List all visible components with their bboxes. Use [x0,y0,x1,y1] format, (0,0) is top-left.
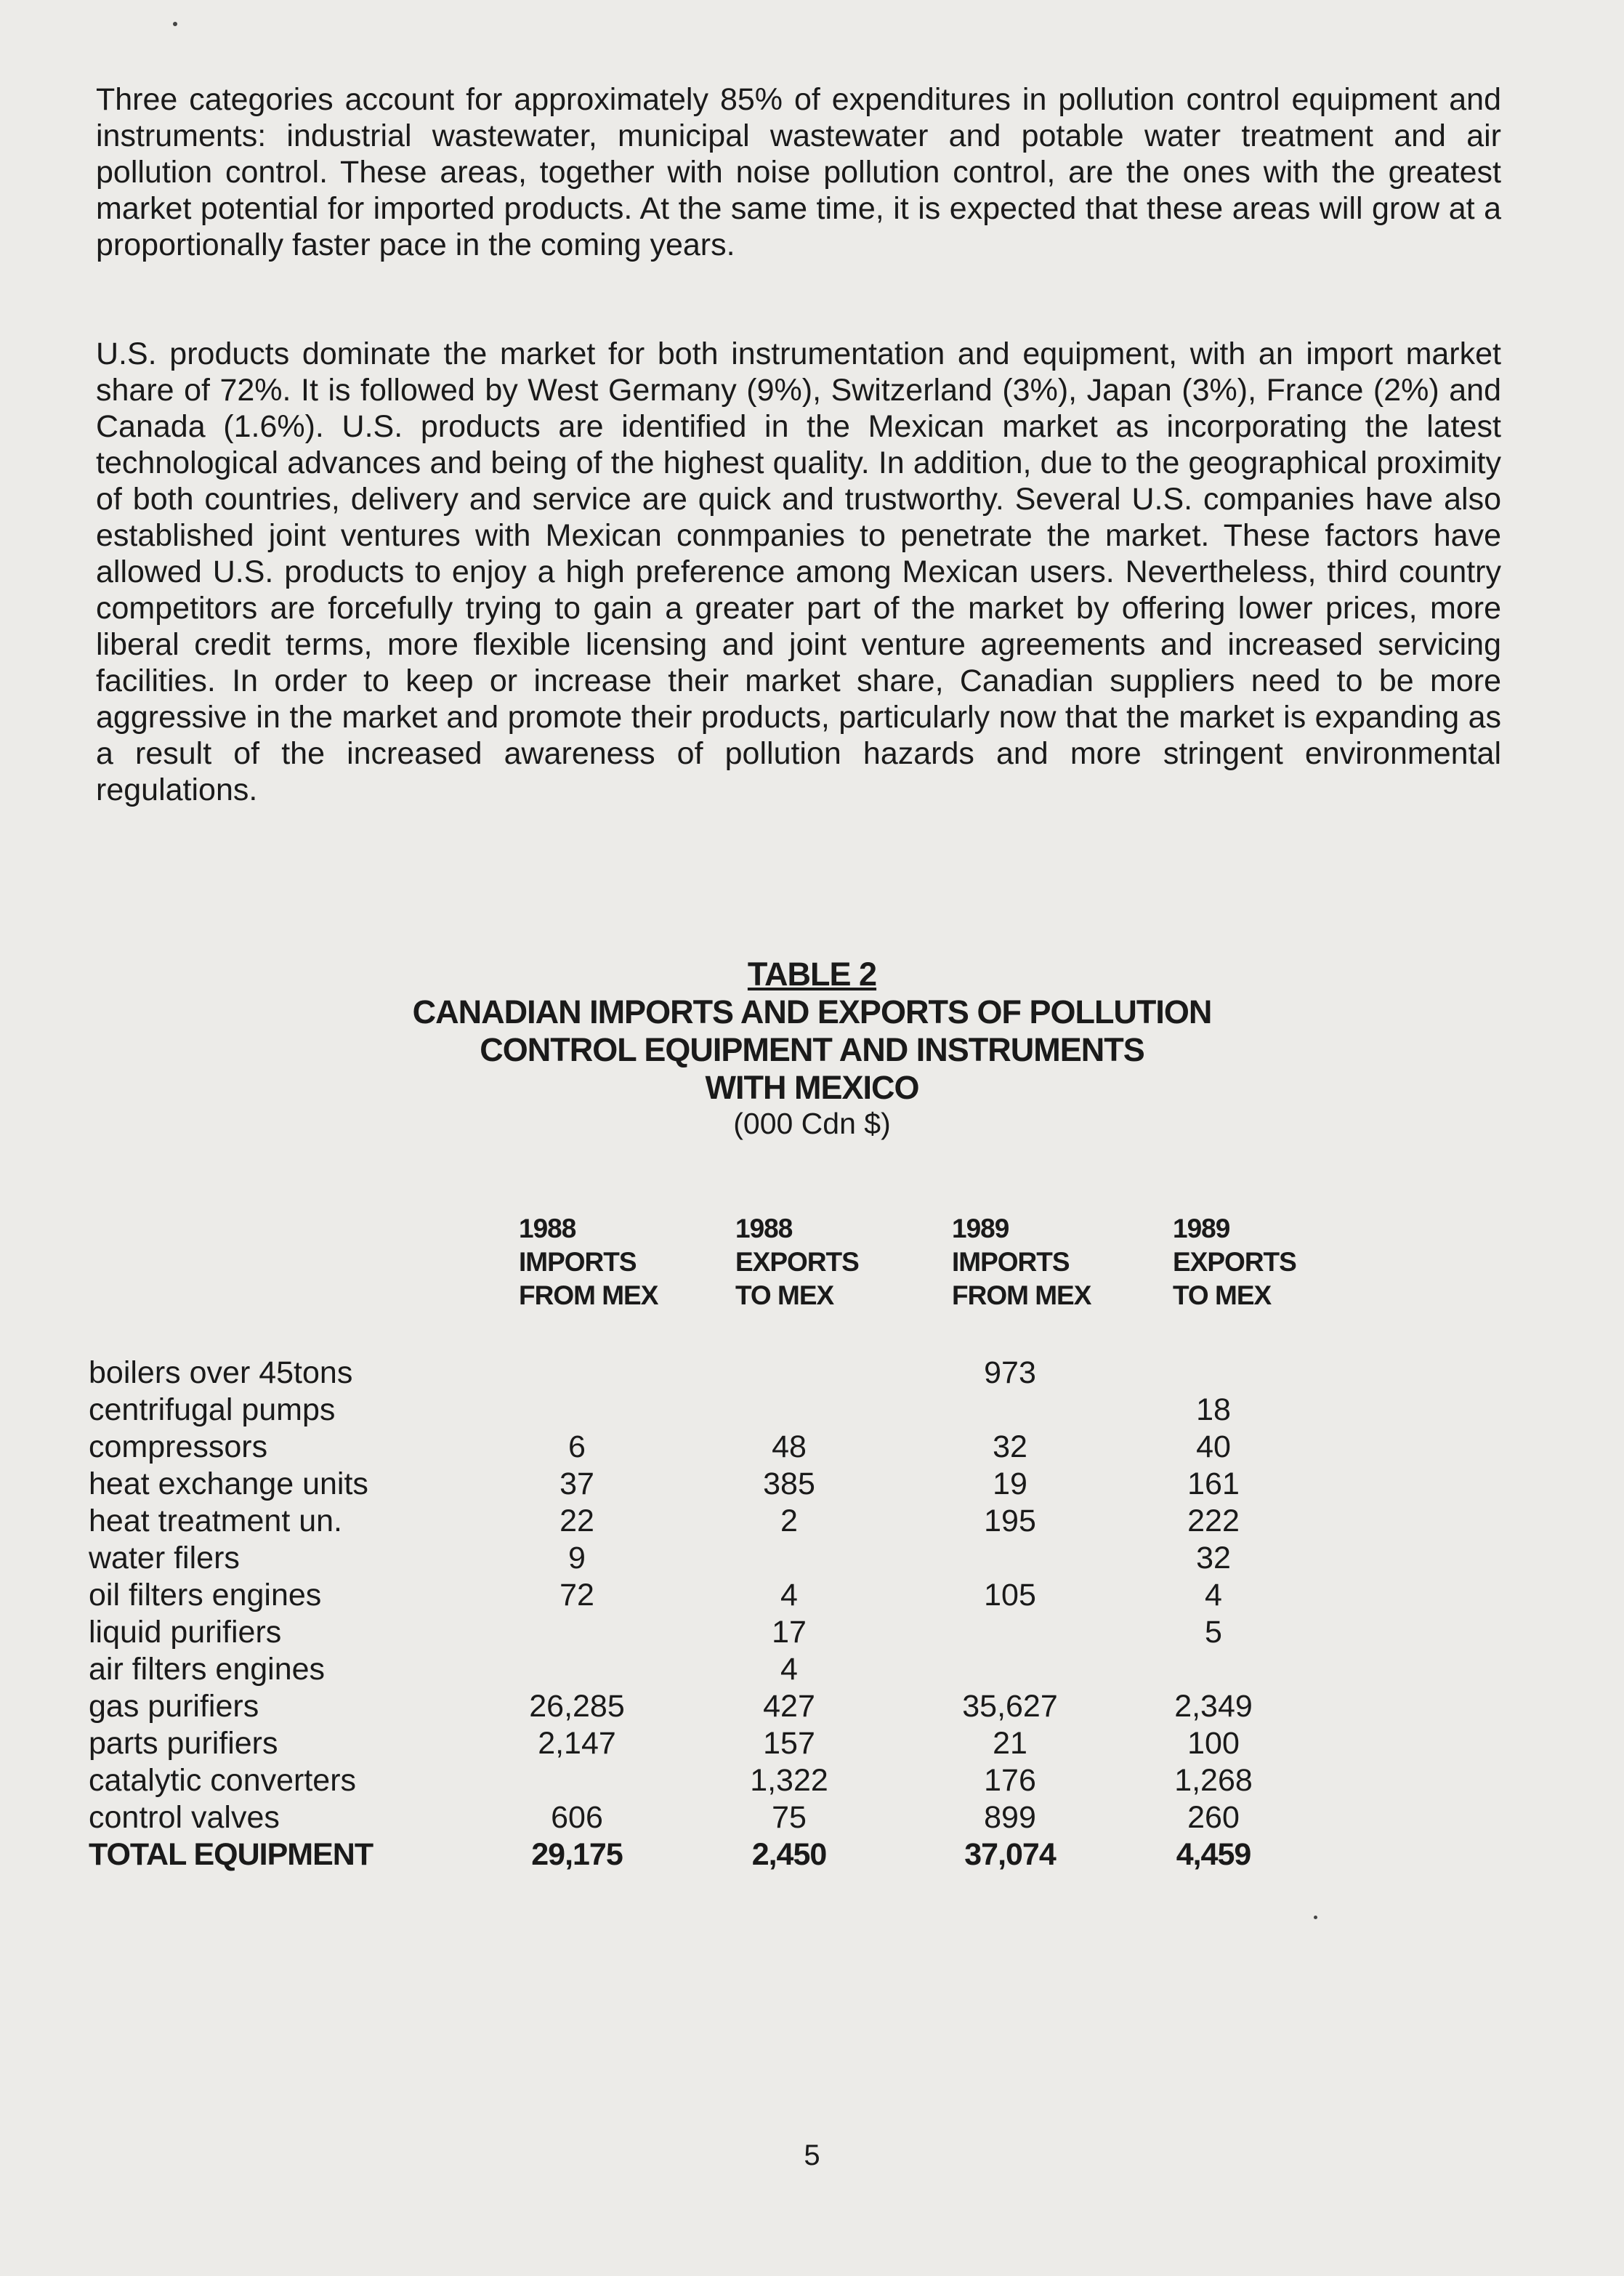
row-label: air filters engines [89,1652,326,1687]
cell-1989-exports: 222 [1187,1504,1240,1538]
cell-1989-exports: 1,268 [1174,1763,1253,1798]
cell-1988-imports: 6 [568,1429,586,1464]
cell-1989-exports: 18 [1196,1392,1231,1427]
cell-1988-imports: 37 [559,1466,594,1501]
cell-1989-imports: 35,627 [962,1689,1058,1724]
cell-1989-exports: 32 [1196,1541,1231,1575]
table-row [0,1577,1624,1613]
cell-1989-imports: 973 [984,1355,1036,1390]
cell-1988-exports: 75 [772,1800,807,1835]
table-row [0,1540,1624,1576]
column-header-flow: IMPORTS [952,1247,1070,1277]
column-header-year: 1988 [519,1214,576,1243]
table-subtitle-line-3: WITH MEXICO [705,1069,919,1106]
cell-1988-imports: 22 [559,1504,594,1538]
column-header-partner: TO MEX [735,1280,834,1310]
cell-1988-exports: 4 [780,1652,798,1687]
table-row [0,1651,1624,1687]
cell-1988-exports: 385 [763,1466,815,1501]
cell-1988-exports: 48 [772,1429,807,1464]
cell-1989-exports: 260 [1187,1800,1240,1835]
paragraph-expenditure-categories: Three categories account for approximately 85% of expenditures in pollution control equipment and instruments: industrial wastewater, municipal wastewater and potable water treatment and air pollution control. These areas, together with noise pollution control, are the ones with the greatest market potential for imported products. At the same time, it is expected that these areas will grow at a proportionally faster pace in the coming years. [96,82,1501,262]
column-header-1988-imports [519,1212,658,1312]
scan-speck [1314,1916,1317,1919]
cell-1988-exports: 4 [780,1578,798,1613]
row-label: parts purifiers [89,1726,278,1761]
column-header-flow: EXPORTS [1173,1247,1296,1277]
cell-1989-exports: 100 [1187,1726,1240,1761]
table-row [0,1799,1624,1836]
cell-1988-exports: 157 [763,1726,815,1761]
cell-1989-exports: 161 [1187,1466,1240,1501]
table-units: (000 Cdn $) [733,1107,891,1140]
cell-1988-imports: 606 [551,1800,603,1835]
scan-speck [173,22,177,26]
row-label: boilers over 45tons [89,1355,353,1390]
total-1989-imports: 37,074 [964,1837,1056,1872]
cell-1988-imports: 2,147 [538,1726,616,1761]
cell-1989-exports: 2,349 [1174,1689,1253,1724]
cell-1989-imports: 899 [984,1800,1036,1835]
cell-1988-exports: 17 [772,1615,807,1650]
table-row [0,1355,1624,1391]
column-header-1989-imports [952,1212,1091,1312]
column-header-year: 1989 [1173,1214,1230,1243]
cell-1989-imports: 176 [984,1763,1036,1798]
table-row [0,1503,1624,1539]
total-1988-exports: 2,450 [751,1837,827,1872]
page-number: 5 [804,2139,820,2171]
column-header-flow: IMPORTS [519,1247,637,1277]
cell-1988-imports: 72 [559,1578,594,1613]
row-label: control valves [89,1800,280,1835]
table-row [0,1725,1624,1762]
cell-1989-imports: 32 [993,1429,1027,1464]
row-label: heat exchange units [89,1466,368,1501]
cell-1989-imports: 21 [993,1726,1027,1761]
table-row [0,1429,1624,1465]
table-subtitle-line-1: CANADIAN IMPORTS AND EXPORTS OF POLLUTION [412,993,1212,1030]
cell-1989-exports: 40 [1196,1429,1231,1464]
cell-1988-imports: 26,285 [529,1689,625,1724]
table-row [0,1614,1624,1650]
total-1988-imports: 29,175 [531,1837,623,1872]
cell-1989-imports: 105 [984,1578,1036,1613]
column-header-year: 1988 [735,1214,793,1243]
column-header-partner: FROM MEX [519,1280,658,1310]
cell-1989-imports: 19 [993,1466,1027,1501]
cell-1989-imports: 195 [984,1504,1036,1538]
row-label: compressors [89,1429,268,1464]
column-header-partner: FROM MEX [952,1280,1091,1310]
table-row [0,1466,1624,1502]
table-total-row [0,1836,1624,1873]
total-label: TOTAL EQUIPMENT [89,1837,373,1872]
column-header-1989-exports [1173,1212,1296,1312]
column-header-year: 1989 [952,1214,1009,1243]
column-header-flow: EXPORTS [735,1247,859,1277]
cell-1989-exports: 4 [1205,1578,1222,1613]
paragraph-us-market-dominance: U.S. products dominate the market for both instrumentation and equipment, with an import market share of 72%. It is followed by West Germany (9%), Switzerland (3%), Japan (3%), France (2%) and Canada (1.6%). U.S. products are identified in the Mexican market as incorporating the latest technological advances and being of the highest quality. In addition, due to the geographical proximity of both countries, delivery and service are quick and trustworthy. Several U.S. companies have also established joint ventures with Mexican conmpanies to penetrate the market. These factors have allowed U.S. products to enjoy a high preference among Mexican users. Nevertheless, third country competitors are forcefully trying to gain a greater part of the market by offering lower prices, more liberal credit terms, more flexible licensing and joint venture agreements and increased servicing facilities. In order to keep or increase their market share, Canadian suppliers need to be more aggressive in the market and promote their products, particularly now that the market is expanding as a result of the increased awareness of pollution hazards and more stringent environmental regulations. [96,336,1501,807]
table-row [0,1392,1624,1428]
table-row [0,1762,1624,1799]
cell-1988-imports: 9 [568,1541,586,1575]
row-label: water filers [89,1541,240,1575]
row-label: gas purifiers [89,1689,259,1724]
row-label: oil filters engines [89,1578,322,1613]
total-1989-exports: 4,459 [1176,1837,1251,1872]
cell-1988-exports: 427 [763,1689,815,1724]
table-title: TABLE 2 [747,956,877,993]
row-label: catalytic converters [89,1763,357,1798]
column-header-partner: TO MEX [1173,1280,1272,1310]
cell-1989-exports: 5 [1205,1615,1222,1650]
cell-1988-exports: 2 [780,1504,798,1538]
table-row [0,1688,1624,1724]
column-header-1988-exports [735,1212,859,1312]
row-label: heat treatment un. [89,1504,342,1538]
cell-1988-exports: 1,322 [750,1763,828,1798]
row-label: centrifugal pumps [89,1392,336,1427]
row-label: liquid purifiers [89,1615,282,1650]
table-subtitle-line-2: CONTROL EQUIPMENT AND INSTRUMENTS [480,1031,1144,1068]
